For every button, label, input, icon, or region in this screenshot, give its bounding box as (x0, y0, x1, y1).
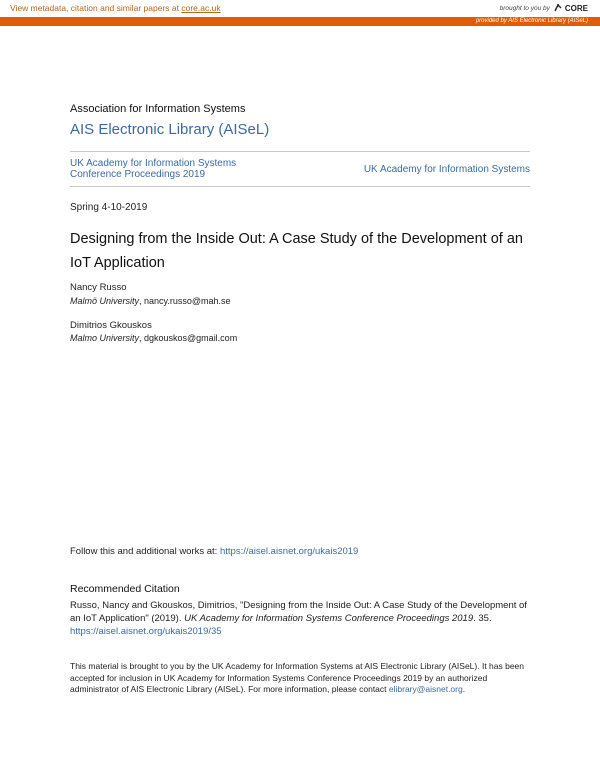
citation-number: . 35. (473, 613, 492, 624)
author-name: Dimitrios Gkouskos (70, 320, 152, 331)
core-logo-text: CORE (564, 3, 588, 13)
author-affiliation (70, 333, 237, 343)
follow-line (70, 546, 358, 557)
author-email: , nancy.russo@mah.se (139, 296, 231, 306)
author-name: Nancy Russo (70, 282, 127, 293)
author-institution: Malmö University (70, 296, 140, 306)
contact-email[interactable]: elibrary@aisnet.org (388, 684, 463, 694)
core-logo[interactable] (553, 3, 588, 13)
citation-url[interactable]: https://aisel.aisnet.org/ukais2019/35 (70, 626, 222, 637)
citation-body (70, 599, 532, 638)
author-institution: Malmo University (70, 333, 140, 343)
core-banner (0, 0, 600, 16)
publication-date: Spring 4-10-2019 (70, 202, 148, 213)
provided-by-text: provided by AIS Electronic Library (AISeL) (475, 18, 588, 24)
citation-journal: UK Academy for Information Systems Conference Proceedings 2019 (184, 613, 474, 624)
proceedings-line-1: UK Academy for Information Systems (70, 158, 237, 169)
note-text: This material is brought to you by the UK Academy for Information Systems at AIS Electronic Library (AISeL). It has been accepted for inclusion in UK Academy for Information Systems Conference Proceedings 2019 by an authorized administrator of AIS Electronic Library (AISeL). For more information, please contact (70, 661, 525, 694)
author-email: , dgkouskos@gmail.com (139, 333, 238, 343)
core-link[interactable]: core.ac.uk (181, 3, 221, 13)
core-metadata-label: View metadata, citation and similar papers at (10, 3, 182, 13)
note-end: . (462, 684, 466, 694)
proceedings-link[interactable] (70, 158, 236, 180)
citation-heading: Recommended Citation (70, 583, 180, 595)
divider-top (70, 151, 530, 152)
provided-by-strip (0, 17, 600, 26)
community-link[interactable]: UK Academy for Information Systems (363, 164, 530, 175)
library-name[interactable]: AIS Electronic Library (AISeL) (70, 121, 270, 138)
citation-text: Russo, Nancy and Gkouskos, Dimitrios, "Designing from the Inside Out: A Case Study of the Development of an IoT Application" (2019). (70, 600, 527, 624)
author-affiliation (70, 296, 231, 306)
association-name: Association for Information Systems (70, 103, 246, 115)
divider-bottom (70, 186, 530, 187)
follow-label: Follow this and additional works at: (70, 546, 220, 557)
brought-by-label: brought to you by (499, 4, 550, 12)
availability-note (70, 661, 530, 696)
core-logo-icon (553, 3, 563, 13)
follow-url[interactable]: https://aisel.aisnet.org/ukais2019 (219, 546, 359, 557)
core-metadata-text (10, 3, 221, 13)
core-brought-by (500, 3, 588, 13)
paper-title: Designing from the Inside Out: A Case Study of the Development of an IoT Application (70, 231, 523, 271)
proceedings-line-2: Conference Proceedings 2019 (70, 169, 206, 180)
